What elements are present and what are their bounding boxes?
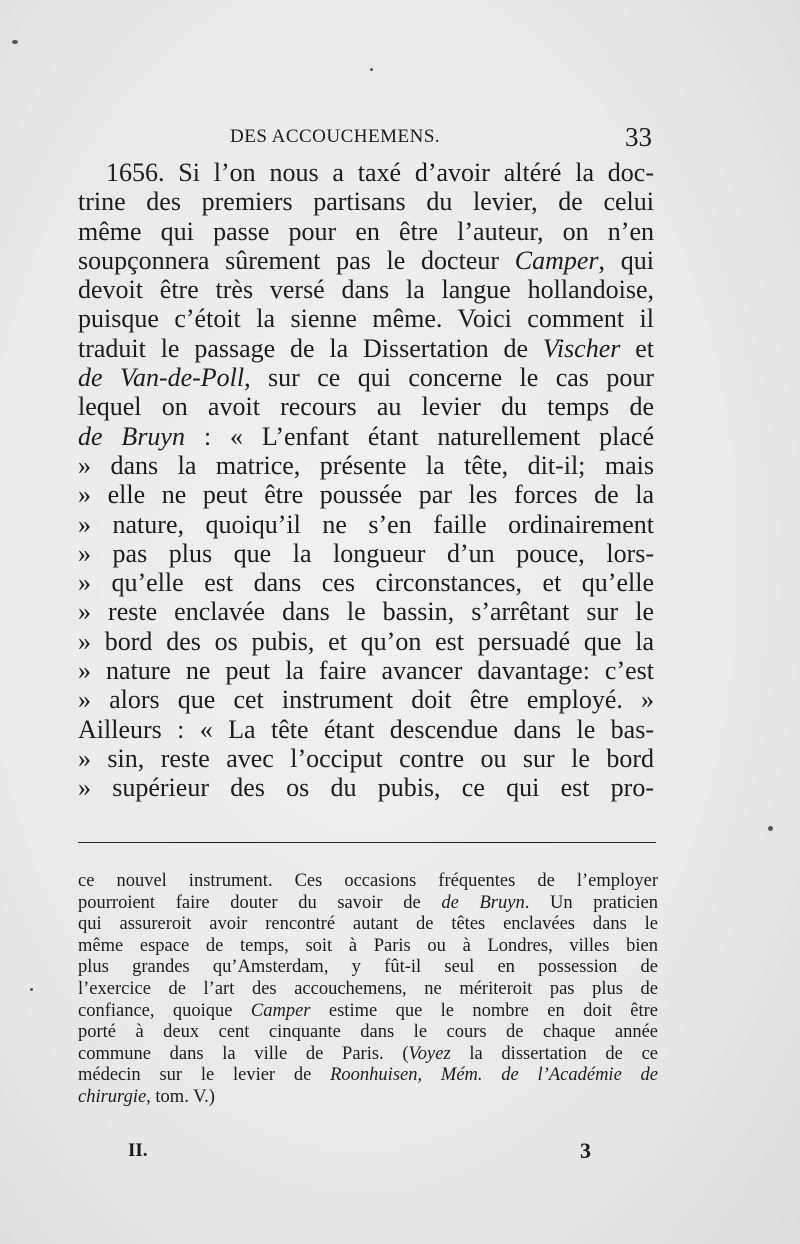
footnote [78, 871, 658, 1109]
text-run: médecin sur le levier de [78, 1065, 331, 1086]
text-run: pourroient faire douter du savoir de [78, 892, 442, 913]
text-line [78, 744, 654, 773]
text-run: » reste enclavée dans le bassin, s’arrêtant sur le [78, 597, 654, 627]
italic-text: Camper [250, 1000, 311, 1021]
text-run: » dans la matrice, présente la tête, dit-il; mais [78, 450, 654, 480]
italic-text: de Van-de-Poll [78, 363, 245, 393]
footnote-line [78, 979, 658, 1001]
text-run: Ailleurs : « La tête étant descendue dans le bas- [78, 714, 654, 744]
text-run: soupçonnera sûrement pas le docteur [78, 245, 515, 275]
footnote-line [78, 1022, 658, 1044]
text-run: lequel on avoit recours au levier du temps de [78, 392, 654, 422]
signature-mark: II. [128, 1140, 148, 1161]
text-line [78, 597, 654, 626]
italic-text: Mém. de l’Académie de [440, 1065, 659, 1086]
text-line [78, 246, 654, 275]
footnote-line [78, 893, 658, 915]
text-run: qui assureroit avoir rencontré autant de têtes enclavées dans le [78, 914, 658, 935]
text-line [78, 217, 654, 246]
text-run: trine des premiers partisans du levier, de celui [78, 187, 654, 217]
paper-speck [370, 68, 373, 71]
text-run: , [417, 1065, 441, 1086]
page-header [78, 122, 652, 156]
italic-text: Roonhuisen [330, 1065, 418, 1086]
text-line [78, 627, 654, 656]
text-line [78, 392, 654, 421]
text-line [78, 539, 654, 568]
text-run: . Un praticien [524, 892, 658, 913]
footnote-line [78, 1001, 658, 1023]
text-line [78, 304, 654, 333]
italic-text: de Bruyn [441, 892, 525, 913]
text-run: plus grandes qu’Amsterdam, y fût-il seul en possession de [78, 957, 658, 978]
text-run: » elle ne peut être poussée par les forces de la [78, 480, 654, 510]
text-line [78, 480, 654, 509]
text-line [78, 275, 654, 304]
text-line [78, 656, 654, 685]
text-run: confiance, quoique [78, 1000, 251, 1021]
italic-text: de Bruyn [78, 421, 185, 451]
text-run: » nature ne peut la faire avancer davantage: c’est [78, 656, 654, 686]
text-line [78, 422, 654, 451]
text-run: même espace de temps, soit à Paris ou à Londres, villes bien [78, 935, 658, 956]
footnote-line [78, 1065, 658, 1087]
text-run: même qui passe pour en être l’auteur, on n’en [78, 216, 654, 246]
paper-speck [30, 988, 33, 991]
text-run: l’exercice de l’art des accouchemens, ne mériteroit pas plus de [78, 978, 658, 999]
italic-text: Vischer [542, 333, 621, 363]
text-run: : « L’enfant étant naturellement placé [184, 421, 654, 451]
text-line [78, 510, 654, 539]
text-run: devoit être très versé dans la langue hollandoise, [78, 275, 654, 305]
italic-text: Camper [514, 245, 599, 275]
gathering-number: 3 [580, 1138, 591, 1163]
footnote-line [78, 1044, 658, 1066]
italic-text: chirurgie [78, 1086, 147, 1107]
running-title: DES ACCOUCHEMENS. [230, 126, 441, 147]
main-text [78, 158, 654, 803]
text-line [78, 334, 654, 363]
text-run: » nature, quoiqu’il ne s’en faille ordinairement [78, 509, 654, 539]
text-run: commune dans la ville de Paris. ( [78, 1043, 409, 1064]
text-run: , tom. V.) [146, 1086, 215, 1107]
text-line [78, 158, 654, 187]
footnote-line [78, 1087, 658, 1109]
text-run: , qui [598, 245, 654, 275]
text-run: » pas plus que la longueur d’un pouce, lors- [78, 538, 654, 568]
text-run: » bord des os pubis, et qu’on est persuadé que la [78, 626, 654, 656]
text-run: 1656. Si l’on nous a taxé d’avoir altéré la doc- [106, 158, 654, 187]
text-run: et [620, 333, 654, 363]
footnote-rule [78, 842, 656, 843]
text-run: » qu’elle est dans ces circonstances, et qu’elle [78, 568, 654, 598]
text-line [78, 773, 654, 802]
text-run: ce nouvel instrument. Ces occasions fréquentes de l’employer [78, 871, 658, 891]
footnote-line [78, 914, 658, 936]
text-line [78, 568, 654, 597]
text-line [78, 187, 654, 216]
text-run: porté à deux cent cinquante dans le cours de chaque année [78, 1022, 658, 1043]
paper-speck [768, 826, 773, 831]
footnote-line [78, 936, 658, 958]
text-run: la dissertation de ce [450, 1043, 658, 1064]
paper-speck [12, 40, 18, 44]
text-run: , sur ce qui concerne le cas pour [244, 363, 654, 393]
text-line [78, 363, 654, 392]
italic-text: Voyez [408, 1043, 451, 1064]
text-run: puisque c’étoit la sienne même. Voici comment il [78, 304, 654, 334]
text-run: traduit le passage de la Dissertation de [78, 333, 543, 363]
text-run: » sin, reste avec l’occiput contre ou sur le bord [78, 743, 654, 773]
text-line [78, 685, 654, 714]
text-run: estime que le nombre en doit être [310, 1000, 658, 1021]
footnote-line [78, 871, 658, 893]
page-number: 33 [625, 122, 652, 152]
text-run: » supérieur des os du pubis, ce qui est pro- [78, 773, 654, 803]
footnote-line [78, 957, 658, 979]
text-line [78, 451, 654, 480]
text-run: » alors que cet instrument doit être employé. » [78, 685, 654, 715]
text-line [78, 715, 654, 744]
